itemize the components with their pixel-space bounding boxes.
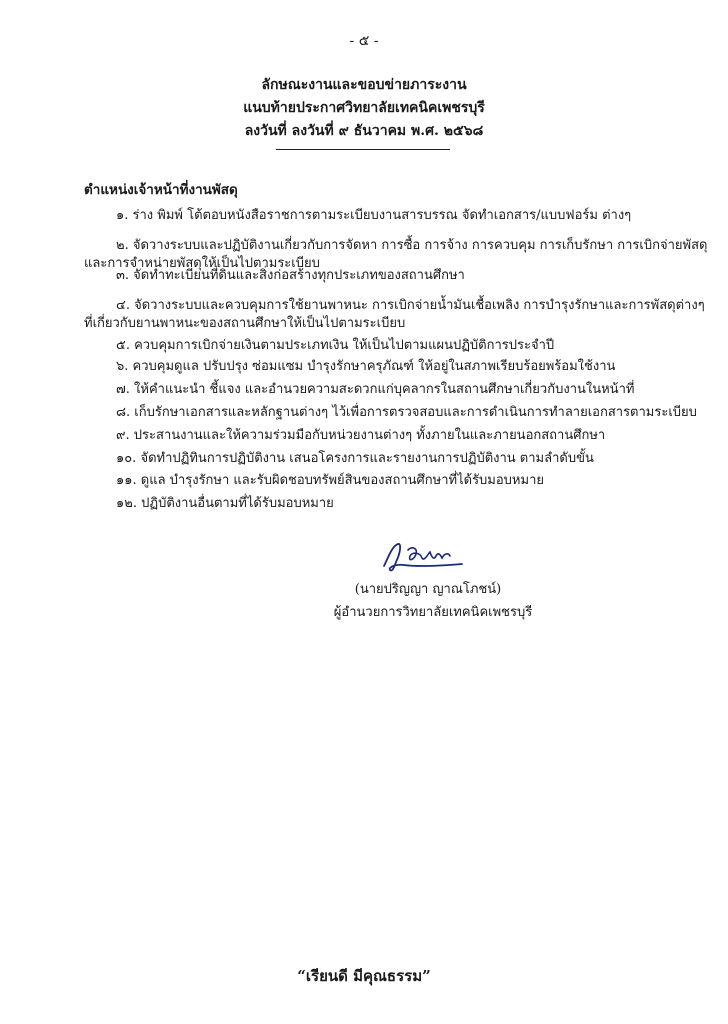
list-item-6: [116, 358, 615, 376]
list-item-5: [116, 337, 554, 355]
signer-title: ผู้อำนวยการวิทยาลัยเทคนิคเพชรบุรี: [333, 605, 533, 620]
handwritten-signature: [378, 540, 468, 580]
list-item-text: ๑๐. จัดทำปฏิทินการปฏิบัติงาน เสนอโครงการและรายงานการปฏิบัติงาน ตามลำดับขั้น: [116, 451, 594, 466]
list-item-text: ๙. ประสานงานและให้ความร่วมมือกับหน่วยงานต่างๆ ทั้งภายในและภายนอกสถานศึกษา: [116, 428, 606, 443]
list-item-text: ๔. จัดวางระบบและควบคุมการใช้ยานพาหนะ การเบิกจ่ายน้ำมันเชื้อเพลิง การบำรุงรักษาและการพัสดุต่างๆ: [116, 298, 705, 313]
list-item-text: ๘. เก็บรักษาเอกสารและหลักฐานต่างๆ ไว้เพื่อการตรวจสอบและการดำเนินการทำลายเอกสารตามระเบียบ: [116, 405, 697, 420]
list-item-3: [116, 267, 465, 285]
list-item-10: [116, 450, 594, 468]
section-title: ตำแหน่งเจ้าหน้าที่งานพัสดุ: [84, 182, 238, 198]
page-number: - ๕ -: [349, 33, 379, 49]
list-item-text: ๖. ควบคุมดูแล ปรับปรุง ซ่อมแซม บำรุงรักษาครุภัณฑ์ ให้อยู่ในสภาพเรียบร้อยพร้อมใช้งาน: [116, 359, 616, 374]
list-item-text: ๒. จัดวางระบบและปฏิบัติงานเกี่ยวกับการจัดหา การซื้อ การจ้าง การควบคุม การเก็บรักษา การเบิกจ่ายพัสดุ: [116, 238, 708, 253]
list-item-1: [116, 207, 631, 225]
signer-name: (นายปริญญา ญาณโภชน์): [354, 582, 502, 597]
list-item-text: ๑๑. ดูแล บำรุงรักษา และรับผิดชอบทรัพย์สินของสถานศึกษาที่ได้รับมอบหมาย: [116, 473, 544, 488]
list-item-7: [116, 381, 634, 399]
list-item-8: [116, 404, 697, 422]
list-item-9: [116, 427, 605, 445]
document-header: [0, 74, 728, 143]
list-item-text: ๗. ให้คำแนะนำ ชี้แจง และอำนวยความสะดวกแก่บุคลากรในสถานศึกษาเกี่ยวกับงานในหน้าที่: [116, 382, 635, 397]
header-line-1: ลักษณะงานและขอบข่ายภาระงาน: [261, 77, 467, 93]
list-item-continuation: และการจำหน่ายพัสดุให้เป็นไปตามระเบียบ: [84, 256, 320, 271]
header-line-3: ลงวันที่ ลงวันที่ ๙ ธันวาคม พ.ศ. ๒๕๖๘: [244, 123, 484, 139]
list-item-continuation: ที่เกี่ยวกับยานพาหนะของสถานศึกษาให้เป็นไปตามระเบียบ: [84, 316, 406, 331]
list-item-4: [84, 297, 705, 333]
list-item-text: ๑๒. ปฏิบัติงานอื่นตามที่ได้รับมอบหมาย: [116, 496, 334, 511]
list-item-text: ๑. ร่าง พิมพ์ โต้ตอบหนังสือราชการตามระเบียบงานสารบรรณ จัดทำเอกสาร/แบบฟอร์ม ต่างๆ: [116, 208, 632, 223]
header-divider: [276, 149, 450, 150]
list-item-12: [116, 495, 334, 513]
header-line-2: แนบท้ายประกาศวิทยาลัยเทคนิคเพชรบุรี: [243, 100, 485, 116]
school-motto: “เรียนดี มีคุณธรรม”: [297, 967, 431, 985]
list-item-11: [116, 472, 544, 490]
list-item-text: ๓. จัดทำทะเบียนที่ดินและสิ่งก่อสร้างทุกประเภทของสถานศึกษา: [116, 268, 465, 283]
list-item-text: ๕. ควบคุมการเบิกจ่ายเงินตามประเภทเงิน ให้เป็นไปตามแผนปฏิบัติการประจำปี: [116, 338, 555, 353]
